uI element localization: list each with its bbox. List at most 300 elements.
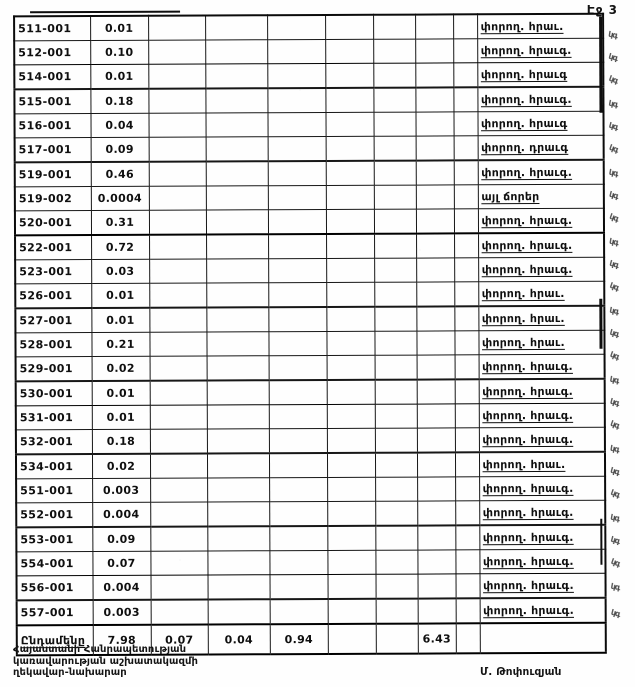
empty-cell (270, 574, 328, 599)
margin-unit-mark: կգ (609, 581, 621, 593)
row-note-cell: փորող. հրաւգ. (480, 573, 606, 598)
row-note-cell: փորող. հրաւգ (477, 111, 603, 136)
org-line: Հայաստանի Հանրապետության (13, 644, 187, 655)
empty-cell (268, 209, 326, 234)
empty-cell (415, 14, 453, 39)
empty-cell (375, 380, 417, 405)
empty-cell (148, 113, 205, 137)
row-id-cell: 526-001 (15, 283, 91, 308)
empty-cell (268, 307, 326, 332)
empty-cell (150, 405, 207, 429)
row-value-cell: 0.01 (92, 381, 150, 406)
empty-cell (416, 160, 454, 185)
empty-cell (454, 160, 478, 185)
empty-cell (150, 380, 207, 405)
empty-cell (327, 526, 375, 551)
totals-value: 6.43 (418, 623, 456, 653)
table-row (14, 14, 603, 41)
margin-unit-mark: կգ (609, 443, 620, 455)
margin-unit-mark: կգ (608, 189, 619, 201)
table-row (15, 184, 604, 211)
row-id-cell: 531-001 (16, 405, 92, 429)
empty-cell (453, 39, 477, 63)
empty-cell (268, 331, 326, 355)
margin-unit-mark: կգ (607, 51, 619, 63)
row-value-cell: 0.04 (90, 113, 148, 137)
empty-cell (454, 185, 478, 209)
row-note-cell: փորող. հրաւգ. (478, 160, 604, 185)
empty-cell (327, 501, 375, 526)
empty-cell (268, 136, 326, 161)
row-value-cell: 0.01 (90, 16, 148, 41)
empty-cell (269, 526, 327, 551)
row-note-cell: փորող. հրաւգ. (480, 598, 606, 624)
empty-cell (150, 429, 207, 454)
empty-cell (205, 64, 267, 89)
row-value-cell: 0.0004 (91, 186, 149, 210)
empty-cell (269, 477, 327, 501)
empty-cell (374, 282, 416, 307)
empty-cell (454, 306, 478, 331)
margin-unit-mark: կգ (609, 512, 620, 524)
empty-cell (149, 161, 206, 186)
table-row (15, 160, 604, 187)
scan-artifact (30, 11, 180, 14)
empty-cell (326, 161, 374, 186)
row-id-cell: 528-001 (15, 332, 91, 356)
row-id-cell: 553-001 (16, 527, 92, 552)
empty-cell (328, 574, 376, 599)
row-id-cell: 534-001 (16, 454, 92, 479)
empty-cell (267, 88, 325, 113)
empty-cell (455, 404, 479, 428)
empty-cell (149, 283, 206, 308)
signer-name: Մ. Թոփուզյան (480, 666, 562, 678)
empty-cell (327, 404, 375, 428)
page-number: Էջ 3 (586, 3, 618, 17)
row-note-cell: փորող. հրաւգ. (479, 354, 605, 379)
row-note-cell: փորող. հրաւգ. (477, 38, 603, 63)
empty-cell (269, 355, 327, 380)
empty-cell (418, 574, 456, 599)
empty-cell (416, 331, 454, 355)
table-row (15, 330, 604, 357)
row-note-cell: փորող. հրաւ. (478, 281, 604, 306)
empty-cell (417, 525, 455, 550)
empty-cell (416, 209, 454, 234)
margin-unit-mark: կգ (608, 236, 619, 248)
row-value-cell: 0.003 (93, 600, 151, 625)
empty-cell (325, 63, 373, 88)
empty-cell (208, 575, 270, 600)
empty-cell (374, 234, 416, 259)
empty-cell (415, 112, 453, 136)
table-row (15, 306, 604, 333)
table-row (14, 38, 603, 65)
table-row (15, 208, 604, 235)
empty-cell (206, 332, 268, 356)
empty-cell (206, 259, 268, 283)
empty-cell (149, 186, 206, 210)
empty-cell (374, 258, 416, 282)
row-id-cell: 516-001 (14, 113, 90, 137)
row-id-cell: 522-001 (15, 235, 91, 260)
empty-cell (149, 259, 206, 283)
table-row (16, 549, 605, 576)
row-value-cell: 0.01 (91, 283, 149, 308)
row-id-cell: 520-001 (15, 210, 91, 235)
empty-cell (268, 282, 326, 307)
empty-cell (207, 405, 269, 429)
row-id-cell: 511-001 (14, 16, 90, 41)
empty-cell (326, 185, 374, 209)
table-row (17, 598, 606, 626)
empty-cell (374, 136, 416, 161)
empty-cell (454, 282, 478, 307)
empty-cell (417, 550, 455, 574)
empty-cell (415, 87, 453, 112)
empty-cell (375, 550, 417, 574)
empty-cell (267, 63, 325, 88)
row-value-cell: 0.01 (91, 308, 149, 333)
empty-cell (416, 233, 454, 258)
table-row (16, 452, 605, 479)
table-row (16, 476, 605, 503)
margin-unit-mark: կգ (609, 487, 621, 500)
empty-cell (373, 88, 415, 113)
empty-cell (206, 307, 268, 332)
row-note-cell: փորող. հրաւգ. (478, 257, 604, 282)
margin-unit-mark: կգ (608, 258, 620, 270)
row-value-cell: 0.07 (92, 551, 150, 575)
table-row (17, 573, 606, 600)
empty-cell (453, 112, 477, 136)
row-id-cell: 515-001 (14, 89, 90, 114)
empty-cell (149, 234, 206, 259)
margin-unit-mark: կգ (608, 211, 620, 224)
empty-cell (206, 283, 268, 308)
table-row (15, 281, 604, 308)
row-note-cell: այլ ճորեր (478, 184, 604, 209)
row-value-cell: 0.09 (91, 137, 149, 162)
empty-cell (416, 136, 454, 161)
empty-cell (453, 87, 477, 112)
footer (13, 644, 622, 679)
org-line: ղեկավար-նախարար (13, 667, 127, 678)
empty-cell (268, 258, 326, 282)
empty-cell (376, 574, 418, 599)
row-id-cell: 530-001 (16, 381, 92, 406)
empty-cell (269, 453, 327, 478)
empty-cell (373, 39, 415, 63)
empty-cell (269, 380, 327, 405)
margin-unit-mark: կգ (609, 374, 620, 386)
empty-cell (417, 379, 455, 404)
empty-cell (207, 453, 269, 478)
empty-cell (376, 599, 418, 624)
empty-cell (267, 15, 325, 40)
empty-cell (207, 478, 269, 502)
empty-cell (454, 209, 478, 234)
empty-cell (416, 185, 454, 209)
row-id-cell: 556-001 (17, 575, 93, 600)
empty-cell (268, 234, 326, 259)
empty-cell (149, 137, 206, 162)
empty-cell (207, 502, 269, 527)
empty-cell (150, 453, 207, 478)
empty-cell (325, 15, 373, 40)
empty-cell (149, 210, 206, 235)
row-id-cell: 552-001 (16, 502, 92, 527)
empty-cell (148, 15, 205, 40)
empty-cell (375, 404, 417, 428)
margin-unit-mark: կգ (609, 465, 621, 477)
scan-artifact (599, 17, 602, 113)
empty-cell (416, 282, 454, 307)
empty-cell (269, 428, 327, 453)
row-note-cell: փորող. հրաւգ. (479, 427, 605, 452)
row-id-cell: 519-001 (15, 162, 91, 187)
empty-cell (455, 550, 479, 574)
empty-cell (207, 356, 269, 381)
row-value-cell: 0.003 (92, 478, 150, 502)
empty-cell (327, 477, 375, 501)
row-id-cell: 512-001 (14, 40, 90, 64)
empty-cell (374, 331, 416, 355)
empty-cell (373, 15, 415, 40)
row-value-cell: 0.02 (92, 454, 150, 479)
empty-cell (206, 234, 268, 259)
empty-cell (417, 501, 455, 526)
row-id-cell: 557-001 (17, 600, 93, 625)
margin-unit-mark: կգ (609, 556, 621, 569)
table-row (14, 111, 603, 138)
row-value-cell: 0.31 (91, 210, 149, 235)
empty-cell (328, 599, 376, 624)
table-row (16, 427, 605, 454)
empty-cell (151, 575, 208, 600)
margin-unit-mark: կգ (608, 349, 621, 362)
table-row (15, 233, 604, 260)
empty-cell (205, 40, 267, 64)
empty-cell (456, 598, 480, 623)
margin-unit-mark: կգ (608, 280, 620, 293)
empty-cell (326, 331, 374, 355)
row-value-cell: 0.18 (92, 429, 150, 454)
row-value-cell: 0.01 (92, 405, 150, 429)
empty-cell (417, 477, 455, 501)
empty-cell (455, 452, 479, 477)
empty-cell (269, 404, 327, 428)
empty-cell (206, 161, 268, 186)
empty-cell (453, 63, 477, 88)
empty-cell (325, 39, 373, 63)
empty-cell (149, 307, 206, 332)
empty-cell (374, 161, 416, 186)
row-id-cell: 529-001 (16, 356, 92, 381)
row-id-cell: 514-001 (14, 64, 90, 89)
empty-cell (374, 209, 416, 234)
empty-cell (375, 453, 417, 478)
margin-unit-mark: կգ (609, 607, 621, 619)
empty-cell (326, 282, 374, 307)
row-value-cell: 0.004 (92, 502, 150, 527)
empty-cell (373, 63, 415, 88)
empty-cell (374, 307, 416, 332)
scan-artifact (600, 519, 602, 565)
empty-cell (455, 379, 479, 404)
empty-cell (325, 88, 373, 113)
empty-cell (206, 210, 268, 235)
empty-cell (205, 88, 267, 113)
table-row (16, 403, 605, 430)
row-note-cell: փորող. հրաւգ. (479, 500, 605, 525)
empty-cell (269, 550, 327, 574)
empty-cell (415, 39, 453, 63)
table-row (15, 135, 604, 162)
empty-cell (375, 501, 417, 526)
row-value-cell: 0.21 (91, 332, 149, 356)
empty-cell (454, 136, 478, 161)
margin-unit-mark: կգ (607, 142, 620, 155)
margin-unit-mark: կգ (607, 29, 618, 41)
row-note-cell: փորող. հրաւգ. (479, 525, 605, 550)
table-row (14, 62, 603, 89)
margin-unit-mark: կգ (608, 305, 619, 317)
empty-cell (417, 355, 455, 380)
totals-value: 0.94 (270, 624, 328, 654)
empty-cell (151, 599, 208, 624)
table-row (16, 354, 605, 381)
margin-unit-mark: կգ (609, 418, 621, 431)
empty-cell (206, 186, 268, 210)
empty-cell (207, 429, 269, 454)
row-value-cell: 0.09 (92, 527, 150, 552)
table-row (14, 87, 603, 114)
empty-cell (418, 598, 456, 623)
totals-value: 0.07 (151, 624, 208, 654)
empty-cell (149, 332, 206, 356)
empty-cell (148, 88, 205, 113)
empty-cell (205, 15, 267, 40)
empty-cell (150, 551, 207, 575)
empty-cell (326, 209, 374, 234)
empty-cell (327, 453, 375, 478)
totals-label: Ընդամենը (17, 625, 93, 655)
empty-cell (454, 233, 478, 258)
empty-cell (326, 234, 374, 259)
row-id-cell: 554-001 (16, 551, 92, 575)
empty-cell (416, 306, 454, 331)
table-row (16, 379, 605, 406)
margin-unit-mark: կգ (607, 120, 619, 132)
margin-unit-mark: կգ (608, 167, 619, 179)
row-note-cell: փորող. հրաւ. (478, 306, 604, 331)
table-row (15, 257, 604, 284)
empty-cell (375, 428, 417, 453)
empty-cell (148, 40, 205, 64)
empty-cell (455, 525, 479, 550)
row-value-cell: 0.72 (91, 235, 149, 260)
empty-cell (208, 599, 270, 624)
row-note-cell: փորող. հրաւգ. (479, 549, 605, 574)
row-note-cell: փորող. հրաւգ. (479, 403, 605, 428)
row-note-cell: փորող. դրաւգ (478, 135, 604, 160)
empty-cell (453, 14, 477, 39)
empty-cell (325, 112, 373, 136)
row-id-cell: 532-001 (16, 429, 92, 454)
empty-cell (375, 477, 417, 501)
data-table (13, 13, 607, 657)
empty-cell (327, 428, 375, 453)
row-id-cell: 523-001 (15, 259, 91, 283)
row-note-cell: փորող. հրաւգ. (479, 379, 605, 404)
empty-cell (148, 64, 205, 89)
row-id-cell: 519-002 (15, 186, 91, 210)
empty-cell (454, 258, 478, 282)
empty-cell (455, 501, 479, 526)
empty-cell (455, 428, 479, 453)
row-value-cell: 0.03 (91, 259, 149, 283)
row-value-cell: 0.18 (90, 89, 148, 114)
row-note-cell: փորող. հրաւգ. (478, 208, 604, 233)
empty-cell (326, 258, 374, 282)
scan-artifact (599, 299, 602, 349)
empty-cell (417, 428, 455, 453)
empty-cell (327, 550, 375, 574)
row-note-cell: փորող. հրաւգ (477, 62, 603, 87)
row-value-cell: 0.46 (91, 162, 149, 187)
empty-cell (206, 137, 268, 162)
empty-cell (327, 355, 375, 380)
empty-cell (326, 307, 374, 332)
margin-unit-mark: կգ (609, 534, 621, 546)
row-value-cell: 0.01 (90, 64, 148, 89)
empty-cell (373, 112, 415, 136)
row-note-cell: փորող. հրաւ. (478, 330, 604, 355)
row-note-cell: փորող. հրաւ. (477, 14, 603, 39)
empty-cell (454, 331, 478, 355)
empty-cell (150, 356, 207, 381)
table-row (16, 500, 605, 527)
empty-cell (150, 478, 207, 502)
empty-cell (150, 502, 207, 527)
empty-cell (456, 574, 480, 599)
row-value-cell: 0.004 (93, 575, 151, 600)
empty-cell (417, 404, 455, 428)
row-note-cell: փորող. հրաւգ. (478, 233, 604, 258)
row-note-cell: փորող. հրաւգ. (479, 476, 605, 501)
empty-cell (417, 452, 455, 477)
totals-value: 0.04 (208, 624, 270, 654)
row-value-cell: 0.10 (90, 40, 148, 64)
empty-cell (268, 161, 326, 186)
row-id-cell: 551-001 (16, 478, 92, 502)
empty-cell (207, 551, 269, 575)
row-value-cell: 0.02 (92, 356, 150, 381)
margin-unit-mark: կգ (609, 396, 620, 408)
org-line: կառավարության աշխատակազմի (13, 655, 199, 667)
empty-cell (207, 526, 269, 551)
empty-cell (416, 258, 454, 282)
empty-cell (375, 355, 417, 380)
margin-unit-mark: կգ (607, 98, 619, 110)
empty-cell (375, 526, 417, 551)
empty-cell (267, 112, 325, 136)
totals-value: 7.98 (93, 625, 151, 655)
row-id-cell: 517-001 (15, 137, 91, 162)
empty-cell (415, 63, 453, 88)
